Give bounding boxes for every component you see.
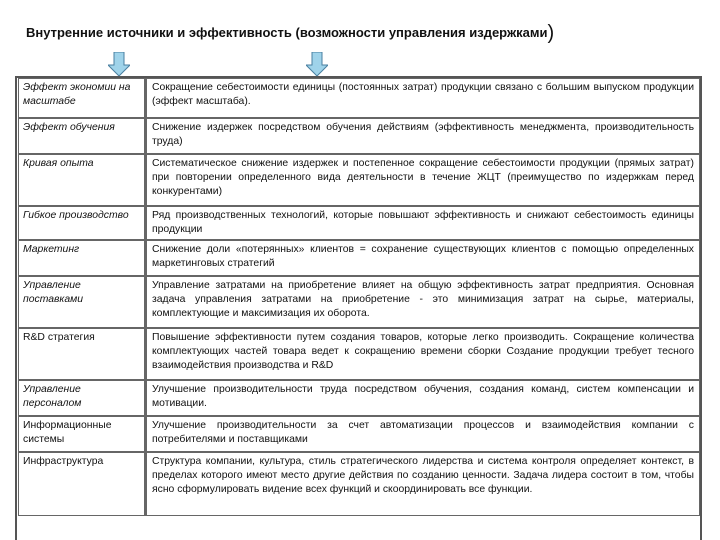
row-label: Кривая опыта [18, 154, 145, 206]
row-description: Систематическое снижение издержек и постепенное сокращение себестоимости продукции (прямых затрат) при повторении определенного вида деятельности в течение ЖЦТ (преимущество по издержкам перед конкурентами) [145, 154, 700, 206]
title-closing-paren: ) [547, 22, 555, 44]
row-label: Управление поставками [18, 276, 145, 328]
row-description: Сокращение себестоимости единицы (постоянных затрат) продукции связано с большим выпуском продукции (эффект масштаба). [145, 78, 700, 118]
down-arrow-icon [108, 52, 130, 76]
row-label: Гибкое производство [18, 206, 145, 240]
title-text: Внутренние источники и эффективность (возможности управления издержками [26, 25, 548, 40]
table-row [18, 78, 700, 118]
cost-sources-table [18, 78, 700, 516]
table-row [18, 276, 700, 328]
table-row [18, 154, 700, 206]
table-row [18, 118, 700, 154]
table-row [18, 380, 700, 416]
row-description: Управление затратами на приобретение влияет на общую эффективность затрат предприятия. Основная задача управления затратами на приобретение - это минимизация затрат на сырье, материалы, комплектующие и максимизация их оборота. [145, 276, 700, 328]
table-row [18, 416, 700, 452]
row-label: Управление персоналом [18, 380, 145, 416]
row-label: Инфраструктура [18, 452, 145, 516]
row-description: Повышение эффективности путем создания товаров, которые легко производить. Сокращение количества комплектующих частей товара ведет к сокращению времени сборки Создание продукции требует тесного взаимодействия производства и R&D [145, 328, 700, 380]
row-label: R&D стратегия [18, 328, 145, 380]
table-row [18, 240, 700, 276]
row-description: Снижение издержек посредством обучения действиям (эффективность менеджмента, производительность труда) [145, 118, 700, 154]
table-row [18, 328, 700, 380]
row-description: Ряд производственных технологий, которые повышают эффективность и снижают себестоимость единицы продукции [145, 206, 700, 240]
row-label: Информационные системы [18, 416, 145, 452]
page-title [26, 22, 554, 45]
row-label: Маркетинг [18, 240, 145, 276]
row-description: Улучшение производительности за счет автоматизации процессов и взаимодействия компании с потребителями и поставщиками [145, 416, 700, 452]
row-description: Структура компании, культура, стиль стратегического лидерства и система контроля определяет контекст, в пределах которого имеют место другие действия по созданию ценности. Задача лидера состоит в том, чтобы ясно сформулировать видение всех функций и скоординировать все функции. [145, 452, 700, 516]
row-label: Эффект экономии на масштабе [18, 78, 145, 118]
table-row [18, 206, 700, 240]
row-label: Эффект обучения [18, 118, 145, 154]
down-arrow-icon [306, 52, 328, 76]
row-description: Снижение доли «потерянных» клиентов = сохранение существующих клиентов с помощью определенных маркетинговых стратегий [145, 240, 700, 276]
table-row [18, 452, 700, 516]
row-description: Улучшение производительности труда посредством обучения, создания команд, систем компенсации и мотивации. [145, 380, 700, 416]
